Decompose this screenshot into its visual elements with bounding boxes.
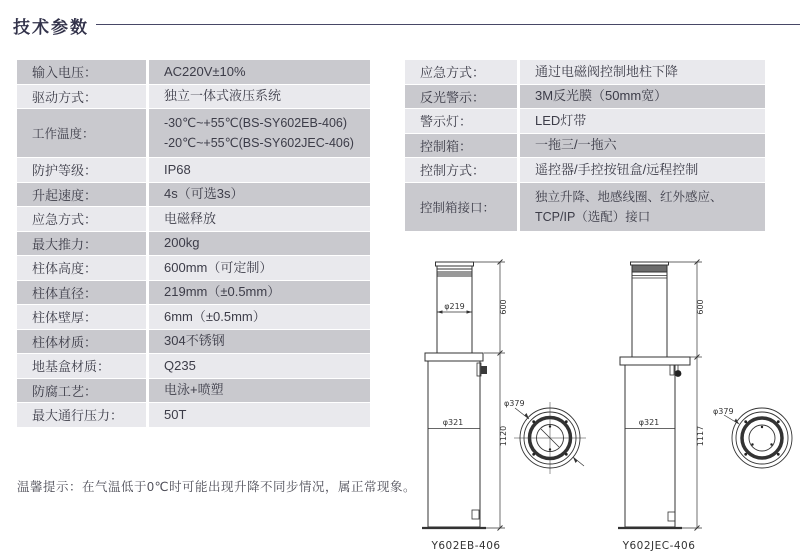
spec-value-cell bbox=[520, 134, 765, 159]
spec-value: 通过电磁阀控制地柱下降 bbox=[535, 63, 679, 79]
spec-label: 升起速度： bbox=[17, 183, 146, 208]
spec-label: 最大推力： bbox=[17, 232, 146, 257]
spec-row bbox=[405, 60, 765, 85]
spec-value: 独立一体式液压系统 bbox=[164, 88, 282, 104]
top-view-y602eb bbox=[514, 402, 586, 474]
spec-value: -20℃~+55℃(BS-SY602JEC-406) bbox=[164, 136, 354, 150]
spec-label: 防护等级： bbox=[17, 158, 146, 183]
spec-value: 电磁释放 bbox=[164, 210, 217, 226]
front-view-y602jec bbox=[618, 260, 702, 531]
spec-value: 6mm（±0.5mm） bbox=[164, 308, 266, 324]
front-view-y602eb bbox=[422, 260, 505, 531]
model-caption: Y602EB-406 bbox=[431, 540, 501, 552]
spec-label: 柱体材质： bbox=[17, 330, 146, 355]
spec-row bbox=[17, 354, 370, 379]
spec-value: 遥控器/手控按钮盒/远程控制 bbox=[535, 161, 699, 177]
spec-row bbox=[17, 232, 370, 257]
dim-label-above-height: 600 bbox=[696, 299, 705, 315]
spec-label: 警示灯： bbox=[405, 109, 517, 134]
spec-value: 电泳+喷塑 bbox=[164, 382, 224, 398]
spec-value: IP68 bbox=[164, 161, 191, 177]
spec-label: 应急方式： bbox=[17, 207, 146, 232]
dim-label-flange-diameter: φ379 bbox=[713, 407, 734, 416]
spec-value-cell bbox=[149, 330, 370, 355]
page-title: 技术参数 bbox=[13, 18, 89, 37]
spec-value: 一拖三/一拖六 bbox=[535, 137, 617, 153]
spec-value: AC220V±10% bbox=[164, 63, 246, 79]
spec-value-cell bbox=[149, 354, 370, 379]
spec-label: 柱体壁厚： bbox=[17, 305, 146, 330]
spec-value-cell bbox=[149, 85, 370, 110]
spec-row bbox=[17, 281, 370, 306]
technical-drawing-y602jec bbox=[608, 252, 800, 559]
spec-label: 控制方式： bbox=[405, 158, 517, 183]
dim-label-above-height: 600 bbox=[499, 299, 508, 315]
dim-label-total-height: 1120 bbox=[499, 425, 508, 447]
spec-table-right bbox=[405, 60, 765, 232]
spec-value: 3M反光膜（50mm宽） bbox=[535, 88, 668, 104]
spec-row bbox=[17, 109, 370, 158]
spec-value: LED灯带 bbox=[535, 112, 587, 128]
spec-value-cell bbox=[149, 403, 370, 428]
spec-value: Q235 bbox=[164, 357, 196, 373]
spec-value-cell bbox=[149, 281, 370, 306]
spec-row bbox=[17, 60, 370, 85]
spec-value-cell bbox=[149, 305, 370, 330]
spec-row bbox=[17, 379, 370, 404]
spec-label: 反光警示： bbox=[405, 85, 517, 110]
spec-value: 200kg bbox=[164, 235, 200, 251]
spec-value-cell bbox=[520, 183, 765, 232]
spec-value-cell bbox=[520, 109, 765, 134]
dim-label-top-diameter: φ219 bbox=[444, 302, 465, 311]
spec-value: 304不锈钢 bbox=[164, 333, 225, 349]
spec-label: 最大通行压力： bbox=[17, 403, 146, 428]
spec-label: 输入电压： bbox=[17, 60, 146, 85]
spec-value-cell bbox=[520, 60, 765, 85]
spec-row bbox=[17, 403, 370, 428]
spec-value: 4s（可选3s） bbox=[164, 186, 244, 202]
spec-row bbox=[17, 207, 370, 232]
spec-value: -30℃~+55℃(BS-SY602EB-406) bbox=[164, 116, 348, 130]
spec-label: 柱体高度： bbox=[17, 256, 146, 281]
top-view-y602jec bbox=[724, 408, 792, 468]
spec-value-cell bbox=[149, 207, 370, 232]
spec-value-cell bbox=[520, 158, 765, 183]
spec-table-left bbox=[17, 60, 370, 428]
spec-value: 219mm（±0.5mm） bbox=[164, 284, 281, 300]
dim-label-flange-diameter: φ379 bbox=[504, 399, 525, 408]
spec-value: 50T bbox=[164, 406, 187, 422]
spec-value: TCP/IP（选配）接口 bbox=[535, 209, 651, 224]
spec-label: 地基盒材质： bbox=[17, 354, 146, 379]
spec-value-cell bbox=[149, 60, 370, 85]
spec-row bbox=[405, 85, 765, 110]
spec-row bbox=[17, 330, 370, 355]
spec-row bbox=[17, 256, 370, 281]
title-divider-line bbox=[96, 24, 800, 25]
spec-row bbox=[405, 134, 765, 159]
spec-label: 工作温度： bbox=[17, 109, 146, 158]
technical-drawing-y602eb bbox=[408, 252, 600, 559]
spec-value-cell bbox=[149, 183, 370, 208]
spec-row bbox=[17, 183, 370, 208]
dim-label-underground-diameter: φ321 bbox=[638, 418, 660, 427]
spec-row bbox=[405, 158, 765, 183]
model-caption: Y602JEC-406 bbox=[622, 540, 696, 552]
spec-value-cell bbox=[149, 109, 370, 158]
spec-row bbox=[17, 85, 370, 110]
spec-row bbox=[405, 183, 765, 232]
footer-note: 温馨提示：在气温低于0℃时可能出现升降不同步情况，属正常现象。 bbox=[17, 480, 416, 494]
spec-label: 控制箱： bbox=[405, 134, 517, 159]
spec-value-cell bbox=[520, 85, 765, 110]
spec-row bbox=[405, 109, 765, 134]
spec-label: 应急方式： bbox=[405, 60, 517, 85]
dim-label-total-height: 1117 bbox=[696, 425, 705, 447]
spec-label: 防腐工艺： bbox=[17, 379, 146, 404]
spec-value-cell bbox=[149, 158, 370, 183]
spec-label: 柱体直径： bbox=[17, 281, 146, 306]
spec-row bbox=[17, 158, 370, 183]
spec-value: 独立升降、地感线圈、红外感应、 bbox=[535, 189, 723, 204]
spec-value-cell bbox=[149, 379, 370, 404]
spec-value-cell bbox=[149, 256, 370, 281]
spec-row bbox=[17, 305, 370, 330]
dim-label-underground-diameter: φ321 bbox=[442, 418, 464, 427]
spec-label: 驱动方式： bbox=[17, 85, 146, 110]
spec-value-cell bbox=[149, 232, 370, 257]
spec-value: 600mm（可定制） bbox=[164, 259, 273, 275]
spec-label: 控制箱接口： bbox=[405, 183, 517, 232]
